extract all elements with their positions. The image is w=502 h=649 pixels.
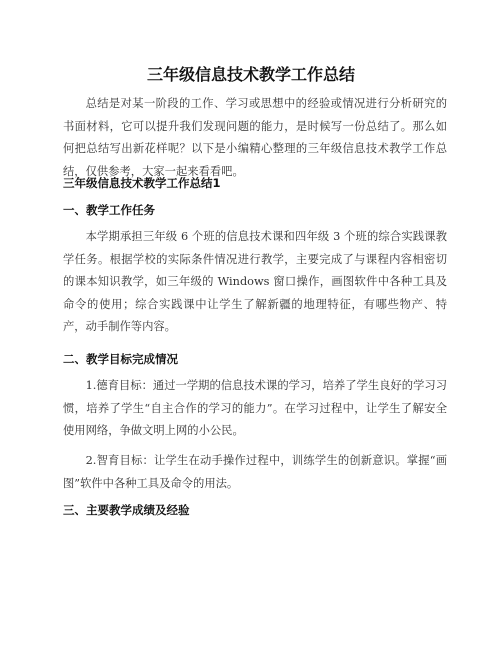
intro-paragraph: 总结是对某一阶段的工作、学习或思想中的经验或情况进行分析研究的书面材料，它可以提升我们发现问题的能力，是时候写一份总结了。那么如何把总结写出新花样呢？以下是小编精心整理的三年级信息技术教学工作总结，仅供参考，大家一起来看看吧。	[63, 97, 447, 178]
paragraph-intellectual-goal: 2.智育目标：让学生在动手操作过程中，训练学生的创新意识。掌握“画图”软件中各种工具及命令的用法。	[63, 454, 447, 490]
section-title: 三年级信息技术教学工作总结1	[63, 176, 221, 190]
heading-goal-completion: 二、教学目标完成情况	[63, 352, 178, 366]
document-title: 三年级信息技术教学工作总结	[146, 65, 355, 84]
heading-achievements: 三、主要教学成绩及经验	[63, 503, 190, 517]
paragraph-teaching-tasks: 本学期承担三年级 6 个班的信息技术课和四年级 3 个班的综合实践课教学任务。根据学校的实际条件情况进行教学，主要完成了与课程内容相密切的课本知识教学，如三年级的 Windows 窗口操作，画图软件中各种工具及命令的使用；综合实践课中让学生了解新疆的地理特征，有哪些物产、特产，动手制作等内容。	[63, 230, 447, 334]
heading-teaching-tasks: 一、教学工作任务	[63, 203, 155, 217]
paragraph-moral-goal: 1.德育目标：通过一学期的信息技术课的学习，培养了学生良好的学习习惯，培养了学生“自主合作的学习的能力”。在学习过程中，让学生了解安全使用网络，争做文明上网的小公民。	[63, 379, 447, 438]
